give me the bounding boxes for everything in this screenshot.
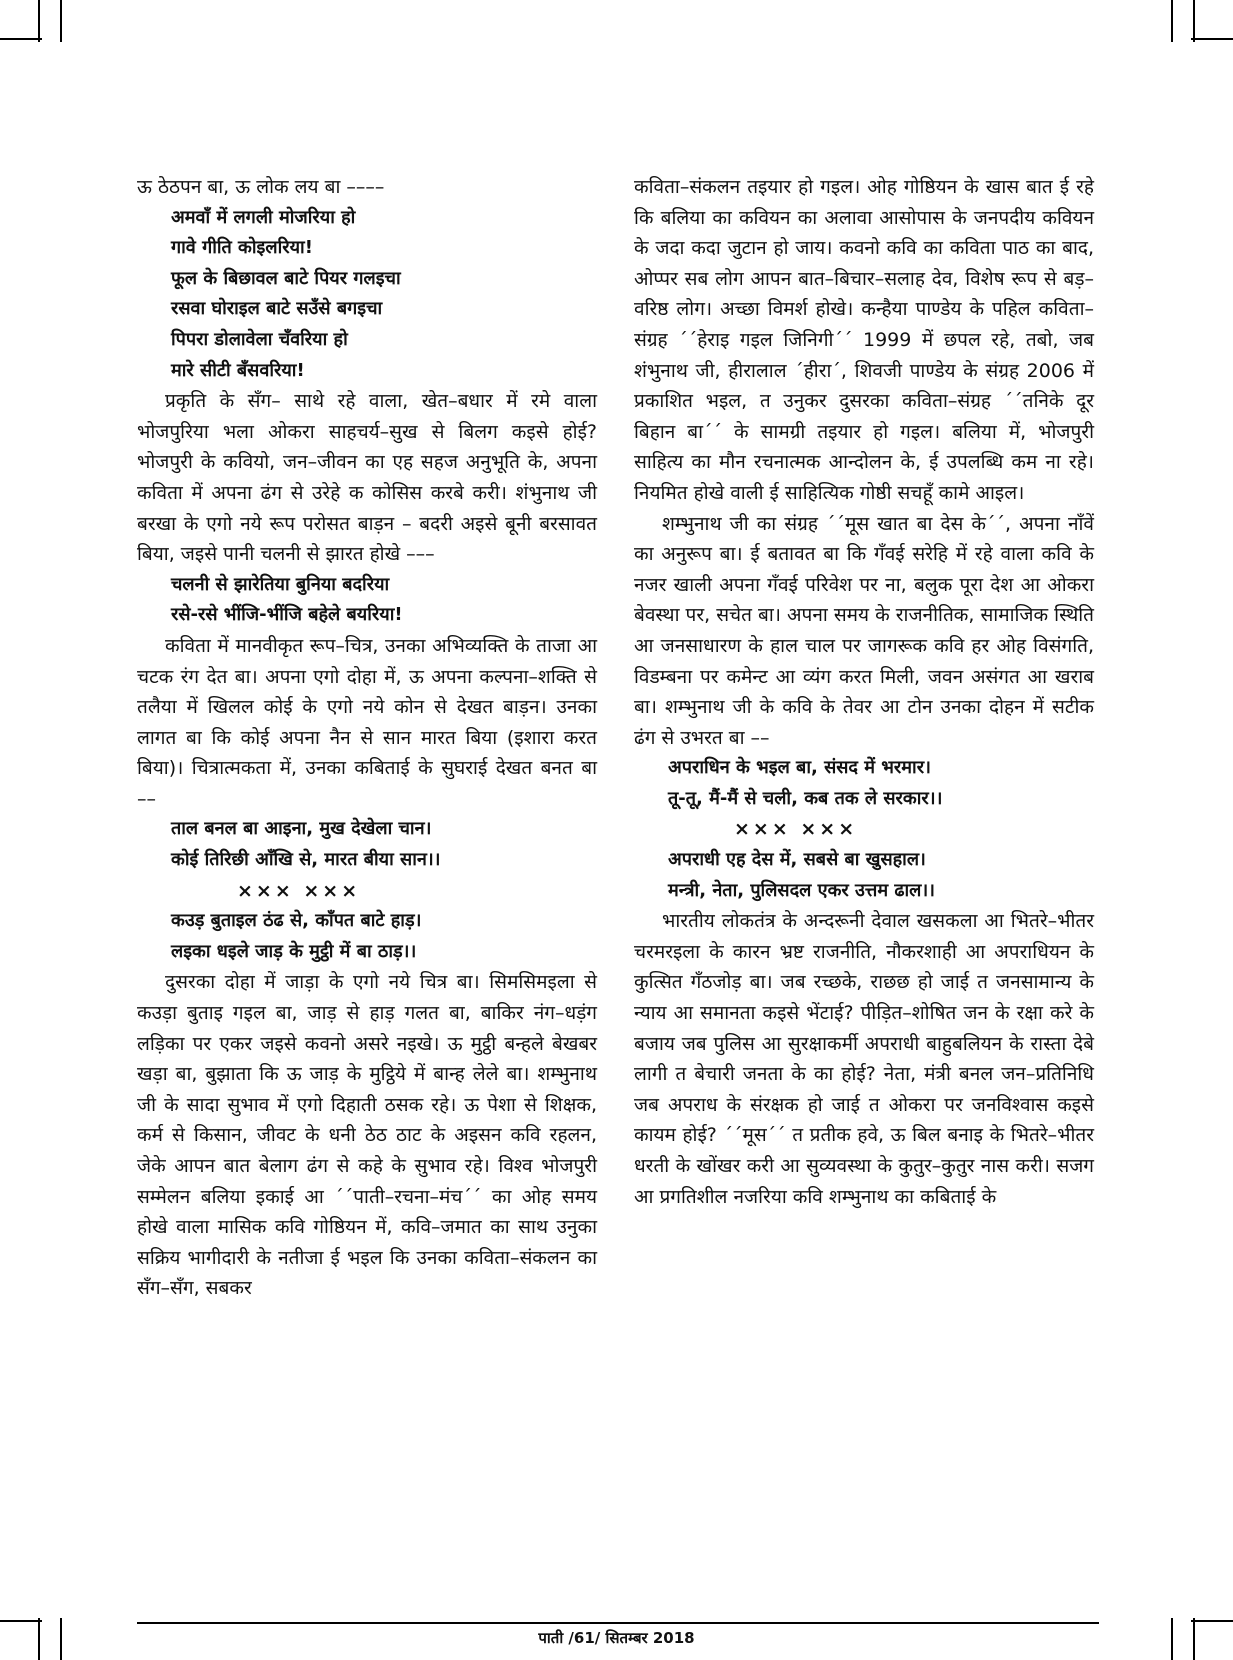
- verse-line: ताल बनल बा आइना, मुख देखेला चान।: [171, 818, 432, 840]
- verse-line: कोई तिरिछी आँखि से, मारत बीया सान।।: [171, 849, 441, 871]
- separator-marks: ××× ×××: [237, 879, 361, 902]
- verse-line: मारे सीटी बँसवरिया!: [171, 359, 305, 381]
- right-column: [634, 172, 1094, 1212]
- crop-mark: [1191, 38, 1233, 40]
- paragraph: कविता–संकलन तइयार हो गइल। ओह गोष्ठियन के खास बात ई रहे कि बलिया का कवियन का अलावा आसोपास के जनपदीय कवियन के जदा कदा जुटान हो जाय। कवनो कवि का कविता पाठ का बाद, ओप्पर सब लोग आपन बात–बिचार–सलाह देव, विशेष रूप से बड़–वरिष्ठ लोग। अच्छा विमर्श होखे। कन्हैया पाण्डेय के पहिल कविता–संग्रह ´´हेराइ गइल जिनिगी´´ 1999 में छपल रहे, तबो, जब शंभुनाथ जी, हीरालाल ´हीरा´, शिवजी पाण्डेय के संग्रह 2006 में प्रकाशित भइल, त उनुकर दुसरका कविता–संग्रह ´´तनिके दूर बिहान बा´´ के सामग्री तइयार हो गइल। बलिया में, भोजपुरी साहित्य का मौन रचनात्मक आन्दोलन के, ई उपलब्धि कम ना रहे। नियमित होखे वाली ई साहित्यिक गोष्ठी सचहूँ कामे आइल।: [634, 176, 1094, 504]
- verse-line: पिपरा डोलावेला चँवरिया हो: [171, 328, 348, 350]
- crop-mark: [1191, 1620, 1233, 1622]
- crop-mark: [1193, 0, 1195, 42]
- verse-line: फूल के बिछावल बाटे पियर गलइचा: [171, 267, 401, 289]
- footer-rule: [137, 1622, 1099, 1624]
- verse-line: रसवा घोराइल बाटे सउँसे बगइचा: [171, 298, 383, 320]
- verse-line: कउड़ बुताइल ठंढ से, काँपत बाटे हाड़।: [171, 910, 422, 932]
- verse-line: तू-तू, मैं-मैं से चली, कब तक ले सरकार।।: [668, 787, 943, 809]
- paragraph: प्रकृति के सँग– साथे रहे वाला, खेत–बधार में रमे वाला भोजपुरिया भला ओकरा साहचर्य–सुख से बिलग कइसे होई? भोजपुरी के कवियो, जन–जीवन का एह सहज अनुभूति के, अपना कविता में अपना ढंग से उरेहे क कोसिस करबे करी। शंभुनाथ जी बरखा के एगो नये रूप परोसत बाड़न – बदरी अइसे बूनी बरसावत बिया, जइसे पानी चलनी से झारत होखे –––: [137, 390, 597, 566]
- page-footer: पाती /61/ सितम्बर 2018: [538, 1629, 695, 1647]
- paragraph: शम्भुनाथ जी का संग्रह ´´मूस खात बा देस के´´, अपना नाँवें का अनुरूप बा। ई बतावत बा कि गँवई सरेहि में रहे वाला कवि के नजर खाली अपना गँवई परिवेश पर ना, बलुक पूरा देश आ ओकरा बेवस्था पर, सचेत बा। अपना समय के राजनीतिक, सामाजिक स्थिति आ जनसाधारण के हाल चाल पर जागरूक कवि हर ओह विसंगति, विडम्बना पर कमेन्ट आ व्यंग करत मिली, जवन असंगत आ खराब बा। शम्भुनाथ जी के कवि के तेवर आ टोन उनका दोहन में सटीक ढंग से उभरत बा ––: [634, 512, 1094, 749]
- separator-marks: ××× ×××: [734, 818, 858, 841]
- verse-line: चलनी से झारेतिया बुनिया बदरिया: [171, 573, 390, 595]
- verse-line: लइका धइले जाड़ के मुट्ठी में बा ठाड़।।: [171, 940, 417, 962]
- paragraph: दुसरका दोहा में जाड़ा के एगो नये चित्र बा। सिमसिमइला से कउड़ा बुताइ गइल बा, जाड़ से हाड़ गलत बा, बाकिर नंग–धड़ंग लड़िका पर एकर जइसे कवनो असरे नइखे। ऊ मुट्ठी बन्हले बेखबर खड़ा बा, बुझाता कि ऊ जाड़ के मुट्ठिये में बान्ह लेले बा। शम्भुनाथ जी के सादा सुभाव में एगो दिहाती ठसक रहे। ऊ पेशा से शिक्षक, कर्म से किसान, जीवट के धनी ठेठ ठाट के अइसन कवि रहलन, जेके आपन बात बेलाग ढंग से कहे के सुभाव रहे। विश्व भोजपुरी सम्मेलन बलिया इकाई आ ´´पाती–रचना–मंच´´ का ओह समय होखे वाला मासिक कवि गोष्ठियन में, कवि–जमात का साथ उनुका सक्रिय भागीदारी के नतीजा ई भइल कि उनका कविता–संकलन का सँग–सँग, सबकर: [137, 971, 597, 1300]
- crop-mark: [0, 1620, 42, 1622]
- verse-line: अपराधी एह देस में, सबसे बा खुसहाल।: [668, 849, 926, 871]
- crop-mark: [0, 38, 42, 40]
- verse-line: गावे गीति कोइलरिया!: [171, 237, 313, 259]
- paragraph: कविता में मानवीकृत रूप–चित्र, उनका अभिव्यक्ति के ताजा आ चटक रंग देत बा। अपना एगो दोहा में, ऊ अपना कल्पना–शक्ति से तलैया में खिलल कोई के एगो नये कोन से देखत बाड़न। उनका लागत बा कि कोई अपना नैन से सान मारत बिया (इशारा करत बिया)। चित्रात्मकता में, उनका कबिताई के सुघराई देखत बनत बा ––: [137, 634, 597, 810]
- paragraph: ऊ ठेठपन बा, ऊ लोक लय बा ––––: [137, 176, 385, 198]
- crop-mark: [1171, 0, 1173, 42]
- verse-line: रसे-रसे भींजि-भींजि बहेले बयरिया!: [171, 604, 403, 626]
- verse-line: मन्त्री, नेता, पुलिसदल एकर उत्तम ढाल।।: [668, 879, 936, 901]
- crop-mark: [38, 0, 40, 42]
- verse-line: अमवाँ में लगली मोजरिया हो: [171, 206, 356, 228]
- left-column: [137, 172, 597, 1304]
- paragraph: भारतीय लोकतंत्र के अन्दरूनी देवाल खसकला आ भितरे–भीतर चरमरइला के कारन भ्रष्ट राजनीति, नौकरशाही आ अपराधियन के कुत्सित गँठजोड़ बा। जब रच्छके, राछछ हो जाई त जनसामान्य के न्याय आ समानता कइसे भेंटाई? पीड़ित–शोषित जन के रक्षा करे के बजाय जब पुलिस आ सुरक्षाकर्मी अपराधी बाहुबलियन के रास्ता देबे लागी त बेचारी जनता के का होई? नेता, मंत्री बनल जन–प्रतिनिधि जब अपराध के संरक्षक हो जाई त ओकरा पर जनविश्वास कइसे कायम होई? ´´मूस´´ त प्रतीक हवे, ऊ बिल बनाइ के भितरे–भीतर धरती के खोंखर करी आ सुव्यवस्था के कुतुर–कुतुर नास करी। सजग आ प्रगतिशील नजरिया कवि शम्भुनाथ का कबिताई के: [634, 910, 1094, 1208]
- verse-line: अपराधिन के भइल बा, संसद में भरमार।: [668, 757, 931, 779]
- crop-mark: [60, 0, 62, 42]
